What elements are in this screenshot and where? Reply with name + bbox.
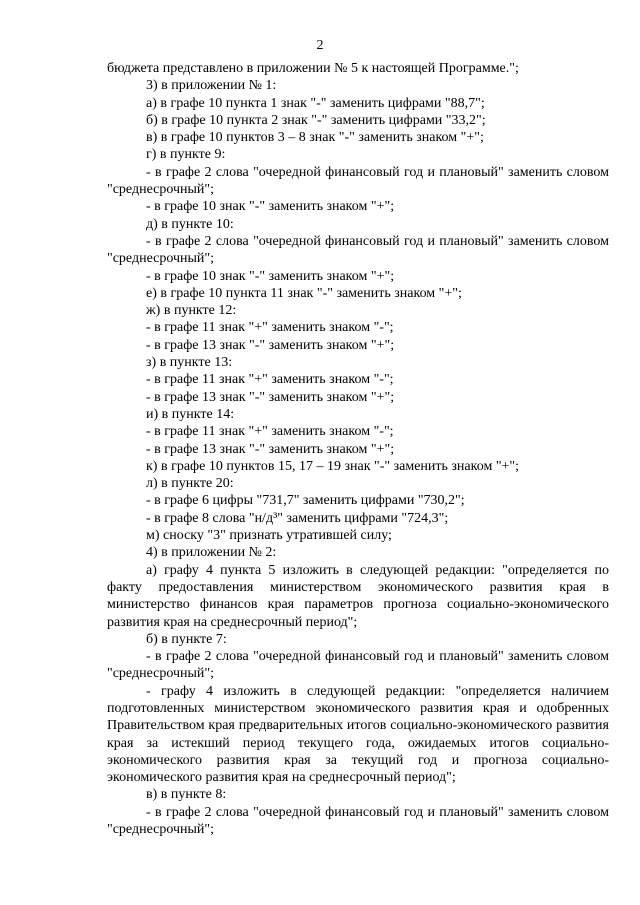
- paragraph: в) в графе 10 пунктов 3 – 8 знак "-" заменить знаком "+";: [146, 130, 484, 146]
- paragraph: - графу 4 изложить в следующей редакции: "определяется наличием подготовленных министерством экономического развития края и одобренных Правительством края предварительных итогов социально-экономического развития края за истекший период текущего года, ожидаемых итогов социально-экономического развития края за текущий год и прогноза социально-экономического развития края на среднесрочный период";: [107, 683, 609, 786]
- paragraph: з) в пункте 13:: [146, 355, 233, 371]
- paragraph: л) в пункте 20:: [146, 476, 234, 492]
- document-body: [107, 60, 609, 838]
- paragraph: м) сноску "3" признать утратившей силу;: [146, 528, 392, 544]
- paragraph: - в графе 13 знак "-" заменить знаком "+";: [146, 389, 395, 405]
- paragraph: - в графе 10 знак "-" заменить знаком "+";: [146, 268, 395, 284]
- paragraph: б) в пункте 7:: [146, 631, 227, 647]
- paragraph: - в графе 8 слова "н/д³" заменить цифрами "724,3";: [146, 510, 449, 526]
- paragraph: - в графе 6 цифры "731,7" заменить цифрами "730,2";: [146, 493, 465, 509]
- paragraph: г) в пункте 9:: [146, 147, 226, 163]
- paragraph: к) в графе 10 пунктов 15, 17 – 19 знак "-" заменить знаком "+";: [146, 458, 520, 474]
- paragraph: - в графе 2 слова "очередной финансовый год и плановый" заменить словом "среднесрочный";: [107, 164, 609, 198]
- paragraph: - в графе 13 знак "-" заменить знаком "+";: [146, 337, 395, 353]
- paragraph: - в графе 2 слова "очередной финансовый год и плановый" заменить словом "среднесрочный";: [107, 649, 609, 682]
- paragraph: б) в графе 10 пункта 2 знак "-" заменить цифрами "33,2";: [146, 112, 486, 128]
- paragraph: - в графе 11 знак "+" заменить знаком "-";: [146, 320, 394, 336]
- paragraph: 4) в приложении № 2:: [146, 545, 277, 561]
- page-number: 2: [316, 38, 324, 53]
- paragraph: бюджета представлено в приложении № 5 к настоящей Программе.";: [107, 61, 519, 76]
- paragraph: - в графе 11 знак "+" заменить знаком "-";: [146, 424, 394, 440]
- paragraph: а) в графе 10 пункта 1 знак "-" заменить цифрами "88,7";: [146, 95, 485, 111]
- paragraph: - в графе 2 слова "очередной финансовый год и плановый" заменить словом "среднесрочный";: [107, 804, 609, 838]
- paragraph: - в графе 11 знак "+" заменить знаком "-";: [146, 372, 394, 388]
- paragraph: ж) в пункте 12:: [146, 303, 237, 319]
- paragraph: д) в пункте 10:: [146, 216, 234, 232]
- paragraph: - в графе 13 знак "-" заменить знаком "+";: [146, 441, 395, 457]
- paragraph: - в графе 2 слова "очередной финансовый год и плановый" заменить словом "среднесрочный";: [107, 233, 609, 267]
- paragraph: и) в пункте 14:: [146, 406, 235, 422]
- paragraph: 3) в приложении № 1:: [146, 78, 277, 94]
- paragraph: - в графе 10 знак "-" заменить знаком "+";: [146, 199, 395, 215]
- paragraph: е) в графе 10 пункта 11 знак "-" заменить знаком "+";: [146, 285, 462, 301]
- paragraph: а) графу 4 пункта 5 изложить в следующей редакции: "определяется по факту предоставления министерством экономического развития края в министерство финансов края параметров прогноза социально-экономического развития края на среднесрочный период";: [107, 562, 609, 630]
- paragraph: в) в пункте 8:: [146, 787, 227, 803]
